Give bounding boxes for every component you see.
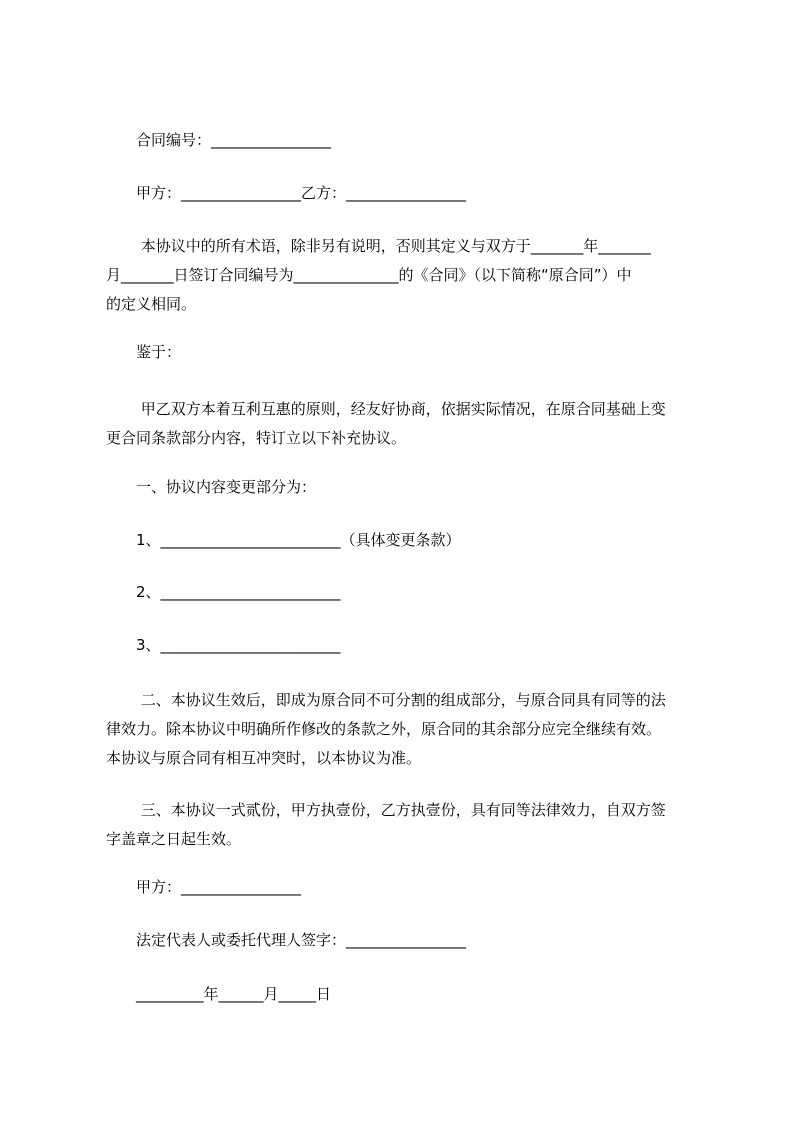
parties-line: 甲方：________________乙方：________________ (136, 184, 467, 202)
change-item-3: 3、________________________ (136, 636, 341, 654)
recital-line-2: 更合同条款部分内容，特订立以下补充协议。 (106, 429, 407, 447)
section2-line-2: 律效力。除本协议中明确所作修改的条款之外，原合同的其余部分应完全继续有效。 (106, 720, 662, 738)
section1-title: 一、协议内容变更部分为： (136, 478, 317, 496)
change-item-2: 2、________________________ (136, 583, 341, 601)
section2-line-1: 二、本协议生效后，即成为原合同不可分割的组成部分，与原合同具有同等的法 (136, 691, 666, 709)
party-a-signature-line: 甲方：________________ (136, 878, 302, 896)
definition-line-1: 本协议中的所有术语，除非另有说明，否则其定义与双方于_______年_______ (136, 237, 651, 255)
definition-line-2: 月_______日签订合同编号为______________的《合同》（以下简称“原合同”）中 (106, 266, 632, 284)
section3-paragraph (106, 796, 701, 854)
contract-number-line: 合同编号：________________ (136, 131, 332, 149)
change-item-1: 1、________________________（具体变更条款） (136, 531, 461, 549)
date-line: _________年______月_____日 (136, 985, 332, 1003)
representative-signature-line: 法定代表人或委托代理人签字：________________ (136, 931, 467, 949)
definition-line-3: 的定义相同。 (106, 295, 197, 313)
section2-paragraph (106, 686, 701, 773)
recital-paragraph (106, 395, 701, 453)
whereas-heading: 鉴于： (136, 343, 182, 361)
section3-line-1: 三、本协议一式贰份，甲方执壹份，乙方执壹份，具有同等法律效力，自双方签 (136, 801, 666, 819)
definition-paragraph (106, 232, 701, 319)
section3-line-2: 字盖章之日起生效。 (106, 830, 242, 848)
recital-line-1: 甲乙双方本着互利互惠的原则，经友好协商，依据实际情况，在原合同基础上变 (136, 400, 666, 418)
section2-line-3: 本协议与原合同有相互冲突时，以本协议为准。 (106, 749, 422, 767)
